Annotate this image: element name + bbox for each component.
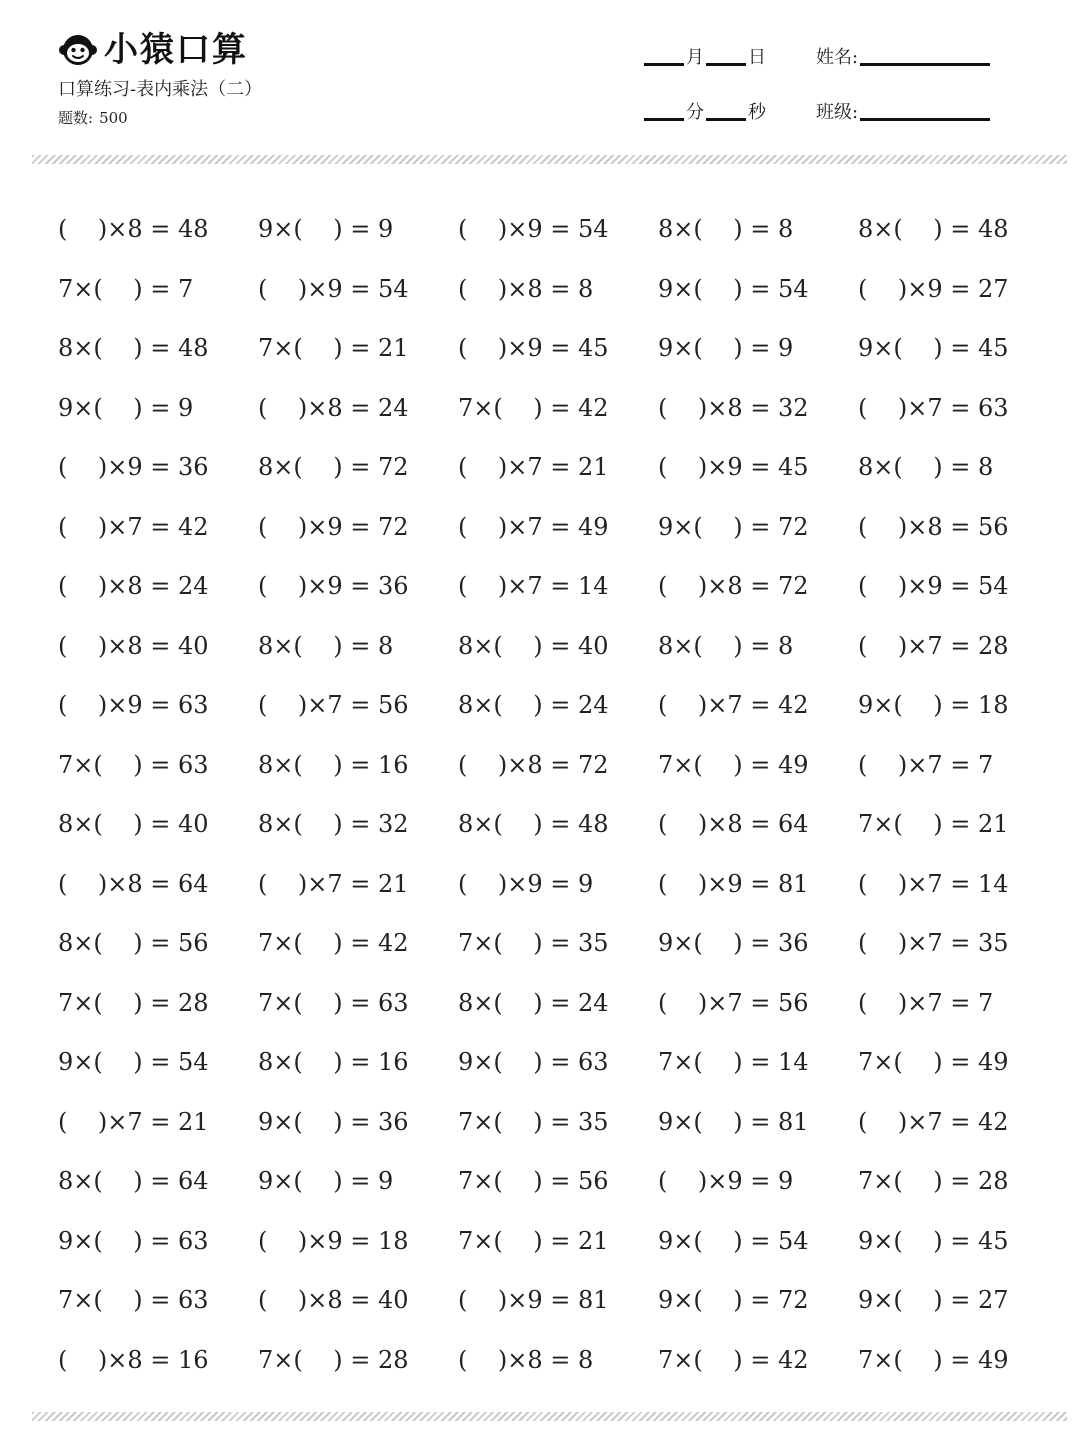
name-blank[interactable]	[860, 63, 990, 66]
monkey-logo-icon	[58, 30, 98, 70]
date-name-row	[644, 47, 990, 69]
problem-item: 7×( ) = 35	[458, 929, 609, 957]
problem-item: ( )×9 = 63	[58, 691, 209, 719]
problem-item: ( )×8 = 40	[58, 631, 209, 660]
problem-item: ( )×7 = 63	[858, 393, 1009, 422]
problem-item: ( )×8 = 24	[58, 572, 209, 600]
problem-item: 8×( ) = 48	[858, 215, 1009, 243]
problem-item: ( )×9 = 45	[658, 453, 809, 481]
problem-item: 9×( ) = 72	[658, 512, 809, 541]
problem-item: 8×( ) = 56	[58, 929, 209, 957]
problem-item: ( )×8 = 40	[258, 1286, 409, 1314]
problem-item: 7×( ) = 28	[58, 988, 209, 1017]
day-label: 日	[748, 47, 766, 68]
problem-item: ( )×7 = 42	[58, 512, 209, 541]
problem-item: 8×( ) = 64	[58, 1167, 209, 1195]
problem-item: ( )×8 = 8	[458, 274, 594, 303]
problem-item: ( )×9 = 81	[658, 869, 809, 898]
problem-item: 9×( ) = 9	[58, 393, 194, 422]
problem-item: ( )×9 = 45	[458, 334, 609, 362]
problem-item: ( )×7 = 56	[658, 988, 809, 1017]
problem-item: 7×( ) = 35	[458, 1107, 609, 1136]
name-label: 姓名:	[816, 47, 859, 68]
problem-item: 8×( ) = 8	[258, 631, 394, 660]
problem-item: 8×( ) = 48	[58, 334, 209, 362]
problem-item: 9×( ) = 45	[858, 1226, 1009, 1255]
problem-item: 8×( ) = 24	[458, 691, 609, 719]
problem-item: ( )×9 = 9	[658, 1167, 794, 1195]
problem-item: 8×( ) = 72	[258, 453, 409, 481]
problem-item: ( )×8 = 72	[658, 572, 809, 600]
question-count-value: 500	[99, 109, 128, 127]
problem-item: 9×( ) = 81	[658, 1107, 809, 1136]
class-label: 班级:	[816, 102, 859, 123]
problem-item: 7×( ) = 7	[58, 274, 194, 303]
problem-item: ( )×9 = 54	[858, 572, 1009, 600]
problem-item: 7×( ) = 49	[658, 750, 809, 779]
problem-item: ( )×9 = 9	[458, 869, 594, 898]
problem-item: ( )×8 = 48	[58, 215, 209, 243]
problem-item: ( )×8 = 24	[258, 393, 409, 422]
problem-item: ( )×8 = 8	[458, 1345, 594, 1374]
problem-item: ( )×9 = 36	[58, 453, 209, 481]
question-count	[58, 108, 128, 128]
problem-item: ( )×7 = 56	[258, 691, 409, 719]
problem-item: 7×( ) = 42	[258, 929, 409, 957]
problem-item: ( )×7 = 28	[858, 631, 1009, 660]
problem-item: 7×( ) = 42	[658, 1345, 809, 1374]
problem-item: 7×( ) = 42	[458, 393, 609, 422]
problem-item: 9×( ) = 54	[58, 1048, 209, 1076]
problem-item: 9×( ) = 9	[658, 334, 794, 362]
problem-item: ( )×7 = 49	[458, 512, 609, 541]
problem-item: 9×( ) = 54	[658, 1226, 809, 1255]
problem-item: ( )×9 = 72	[258, 512, 409, 541]
problem-grid	[58, 200, 1058, 1390]
problem-item: ( )×7 = 35	[858, 929, 1009, 957]
problem-item: 8×( ) = 32	[258, 810, 409, 838]
problem-item: ( )×8 = 64	[58, 869, 209, 898]
minute-label: 分	[686, 102, 704, 123]
problem-item: 9×( ) = 27	[858, 1286, 1009, 1314]
problem-item: ( )×7 = 7	[858, 988, 994, 1017]
problem-item: ( )×9 = 54	[458, 215, 609, 243]
problem-item: 7×( ) = 28	[258, 1345, 409, 1374]
problem-item: 9×( ) = 36	[258, 1107, 409, 1136]
problem-item: 8×( ) = 8	[658, 215, 794, 243]
problem-item: 9×( ) = 63	[58, 1226, 209, 1255]
problem-item: ( )×8 = 72	[458, 750, 609, 779]
problem-item: ( )×8 = 32	[658, 393, 809, 422]
problem-item: 7×( ) = 21	[858, 810, 1009, 838]
problem-item: ( )×7 = 14	[458, 572, 609, 600]
problem-item: 8×( ) = 40	[58, 810, 209, 838]
problem-item: 7×( ) = 56	[458, 1167, 609, 1195]
class-blank[interactable]	[860, 118, 990, 121]
problem-item: ( )×9 = 54	[258, 274, 409, 303]
problem-item: 7×( ) = 21	[258, 334, 409, 362]
problem-item: 8×( ) = 8	[658, 631, 794, 660]
month-label: 月	[686, 47, 704, 68]
problem-item: 7×( ) = 63	[58, 1286, 209, 1314]
sheet-title: 口算练习-表内乘法（二）	[58, 79, 263, 100]
problem-item: 8×( ) = 40	[458, 631, 609, 660]
problem-item: ( )×7 = 21	[58, 1107, 209, 1136]
brand-name: 小猿口算	[104, 30, 248, 70]
problem-item: 9×( ) = 72	[658, 1286, 809, 1314]
problem-item: ( )×9 = 36	[258, 572, 409, 600]
month-blank[interactable]	[644, 63, 684, 66]
second-blank[interactable]	[706, 118, 746, 121]
problem-item: ( )×7 = 42	[658, 691, 809, 719]
problem-item: 9×( ) = 9	[258, 1167, 394, 1195]
problem-item: 7×( ) = 49	[858, 1048, 1009, 1076]
problem-item: ( )×8 = 64	[658, 810, 809, 838]
problem-item: 8×( ) = 8	[858, 453, 994, 481]
problem-item: ( )×8 = 16	[58, 1345, 209, 1374]
bottom-divider	[32, 1412, 1067, 1421]
brand	[58, 28, 248, 72]
problem-item: 7×( ) = 28	[858, 1167, 1009, 1195]
problem-item: 8×( ) = 48	[458, 810, 609, 838]
minute-blank[interactable]	[644, 118, 684, 121]
problem-item: ( )×7 = 21	[458, 453, 609, 481]
problem-item: ( )×7 = 21	[258, 869, 409, 898]
problem-item: 9×( ) = 54	[658, 274, 809, 303]
problem-item: 7×( ) = 63	[58, 750, 209, 779]
problem-item: 9×( ) = 45	[858, 334, 1009, 362]
time-class-row	[644, 102, 990, 124]
problem-item: 9×( ) = 9	[258, 215, 394, 243]
top-divider	[32, 155, 1067, 164]
day-blank[interactable]	[706, 63, 746, 66]
problem-item: 8×( ) = 16	[258, 750, 409, 779]
problem-item: 8×( ) = 24	[458, 988, 609, 1017]
problem-item: 9×( ) = 18	[858, 691, 1009, 719]
problem-item: 7×( ) = 21	[458, 1226, 609, 1255]
question-count-label: 题数:	[58, 109, 94, 127]
problem-item: ( )×9 = 18	[258, 1226, 409, 1255]
problem-item: 7×( ) = 49	[858, 1345, 1009, 1374]
problem-item: 9×( ) = 36	[658, 929, 809, 957]
problem-item: ( )×7 = 42	[858, 1107, 1009, 1136]
problem-item: ( )×9 = 81	[458, 1286, 609, 1314]
problem-item: 7×( ) = 14	[658, 1048, 809, 1076]
problem-item: ( )×8 = 56	[858, 512, 1009, 541]
problem-item: ( )×7 = 14	[858, 869, 1009, 898]
problem-item: 8×( ) = 16	[258, 1048, 409, 1076]
problem-item: 7×( ) = 63	[258, 988, 409, 1017]
second-label: 秒	[748, 102, 766, 123]
problem-item: ( )×7 = 7	[858, 750, 994, 779]
problem-item: 9×( ) = 63	[458, 1048, 609, 1076]
problem-item: ( )×9 = 27	[858, 274, 1009, 303]
